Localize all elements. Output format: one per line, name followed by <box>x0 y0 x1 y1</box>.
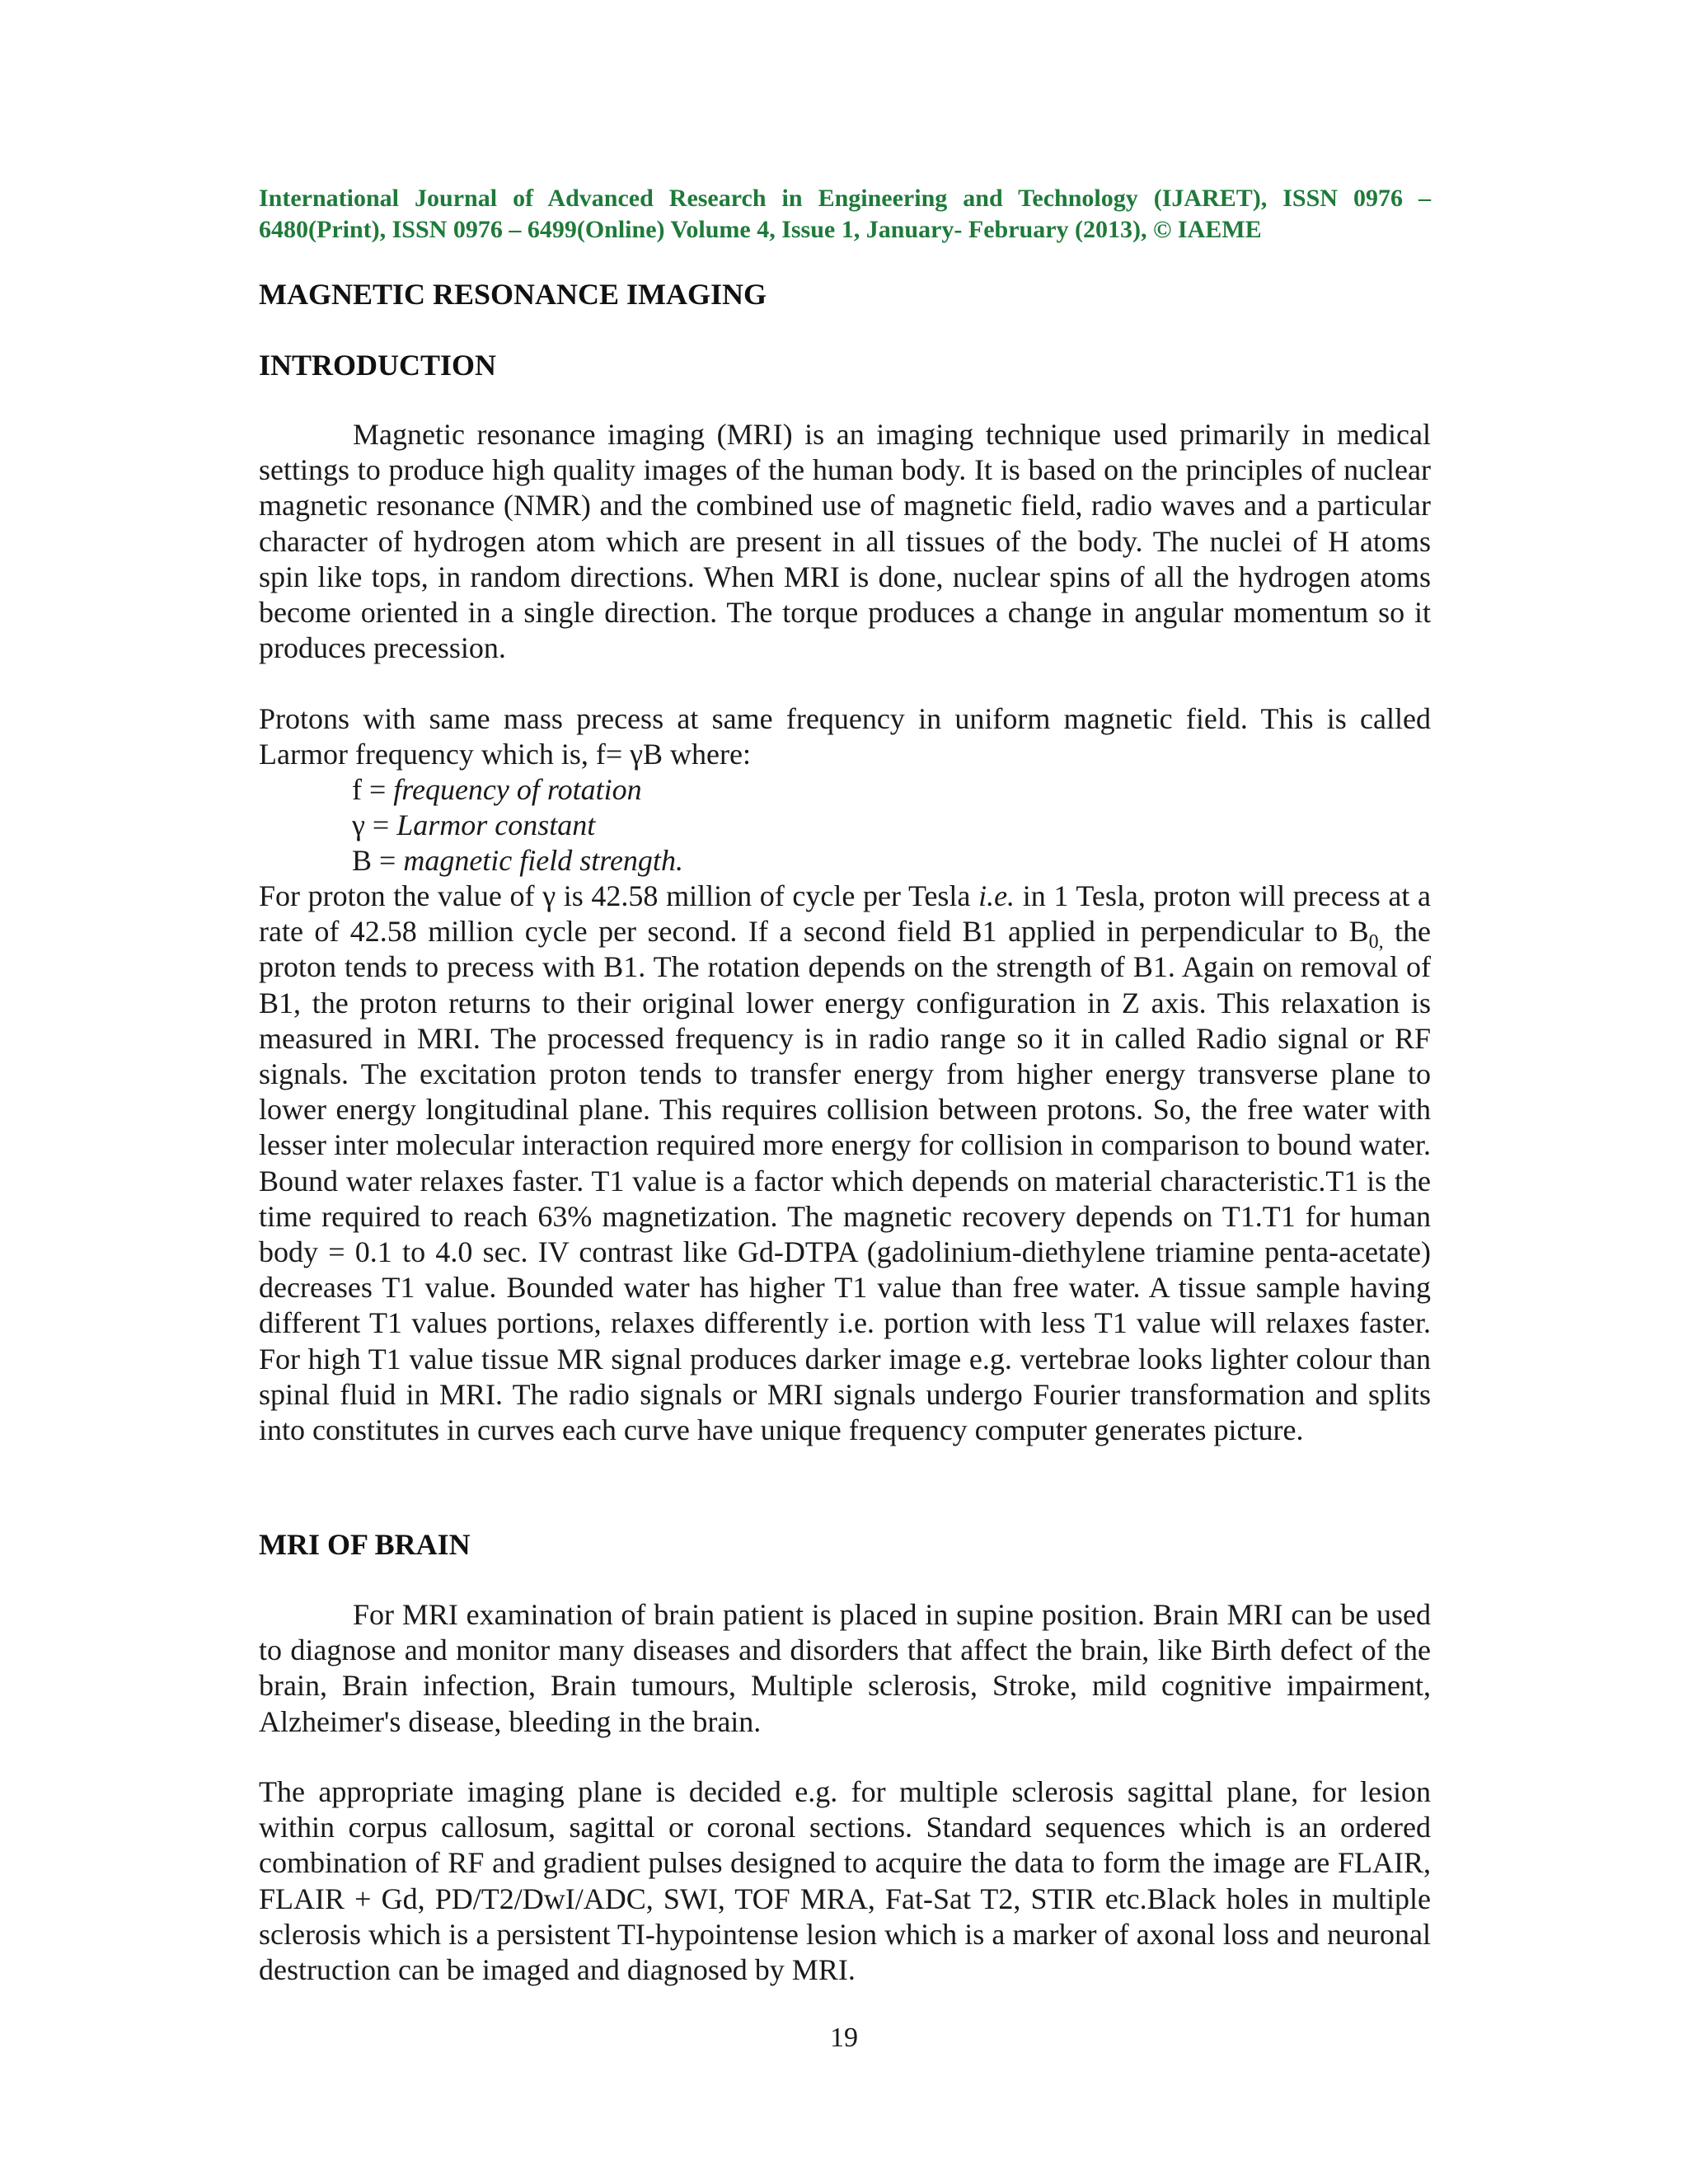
proton-paragraph <box>259 879 1431 1448</box>
proton-subscript: 0, <box>1368 931 1384 954</box>
brain-paragraph-1: For MRI examination of brain patient is placed in supine position. Brain MRI can be used to diagnose and monitor many diseases and disorders that affect the brain, like Birth defect of the brain, Brain infection, Brain tumours, Multiple sclerosis, Stroke, mild cognitive impairment, Alzheimer's disease, bleeding in the brain. <box>259 1598 1431 1738</box>
page-number: 19 <box>830 2022 858 2053</box>
brain-heading: MRI OF BRAIN <box>259 1528 471 1561</box>
definition-meaning: Larmor constant <box>396 808 596 842</box>
definition-row <box>352 808 683 843</box>
main-title: MAGNETIC RESONANCE IMAGING <box>259 278 767 311</box>
proton-text-ie: i.e. <box>978 879 1015 912</box>
definition-meaning: frequency of rotation <box>393 773 642 806</box>
proton-text-part-1: For proton the value of γ is 42.58 million of cycle per Tesla <box>259 879 979 912</box>
definition-symbol: f = <box>352 773 394 806</box>
proton-text-part-2: in 1 Tesla, proton will precess at a rate of 42.58 million cycle per second. If a second field B1 applied in perpendicular to B <box>259 879 1431 949</box>
brain-paragraph-2: The appropriate imaging plane is decided e.g. for multiple sclerosis sagittal plane, for lesion within corpus callosum, sagittal or coronal sections. Standard sequences which is an ordered combination of RF and gradient pulses designed to acquire the data to form the image are FLAIR, FLAIR + Gd, PD/T2/DwI/ADC, SWI, TOF MRA, Fat-Sat T2, STIR etc.Black holes in multiple sclerosis which is a persistent TI-hypointense lesion which is a marker of axonal loss and neuronal destruction can be imaged and diagnosed by MRI. <box>259 1775 1431 1987</box>
journal-header: International Journal of Advanced Research in Engineering and Technology (IJARET), ISSN 0976 – 6480(Print), ISSN 0976 – 6499(Online) Volume 4, Issue 1, January- February (2013), © IAEME <box>259 185 1431 243</box>
definition-row <box>352 843 683 879</box>
definition-row <box>352 772 683 808</box>
definition-meaning: magnetic field strength. <box>403 844 683 878</box>
introduction-heading: INTRODUCTION <box>259 349 497 382</box>
definition-symbol: γ = <box>352 808 397 842</box>
proton-text-part-3: the proton tends to precess with B1. The rotation depends on the strength of B1. Again on removal of B1, the proton returns to their original lower energy configuration in Z axis. This relaxation is measured in MRI. The processed frequency is in radio range so it in called Radio signal or RF signals. The excitation proton tends to transfer energy from higher energy transverse plane to lower energy longitudinal plane. This requires collision between protons. So, the free water with lesser inter molecular interaction required more energy for collision in comparison to bound water. Bound water relaxes faster. T1 value is a factor which depends on material characteristic.T1 is the time required to reach 63% magnetization. The magnetic recovery depends on T1.T1 for human body = 0.1 to 4.0 sec. IV contrast like Gd-DTPA (gadolinium-diethylene triamine penta-acetate) decreases T1 value. Bounded water has higher T1 value than free water. A tissue sample having different T1 values portions, relaxes differently i.e. portion with less T1 value will relaxes faster. For high T1 value tissue MR signal produces darker image e.g. vertebrae looks lighter colour than spinal fluid in MRI. The radio signals or MRI signals undergo Fourier transformation and splits into constitutes in curves each curve have unique frequency computer generates picture. <box>259 915 1431 1447</box>
larmor-paragraph: Protons with same mass precess at same frequency in uniform magnetic field. This is called Larmor frequency which is, f= γB where: <box>259 702 1431 771</box>
intro-paragraph: Magnetic resonance imaging (MRI) is an imaging technique used primarily in medical settings to produce high quality images of the human body. It is based on the principles of nuclear magnetic resonance (NMR) and the combined use of magnetic field, radio waves and a particular character of hydrogen atom which are present in all tissues of the body. The nuclei of H atoms spin like tops, in random directions. When MRI is done, nuclear spins of all the hydrogen atoms become oriented in a single direction. The torque produces a change in angular momentum so it produces precession. <box>259 418 1431 665</box>
definition-symbol: B = <box>352 844 404 878</box>
larmor-definitions <box>352 772 683 879</box>
